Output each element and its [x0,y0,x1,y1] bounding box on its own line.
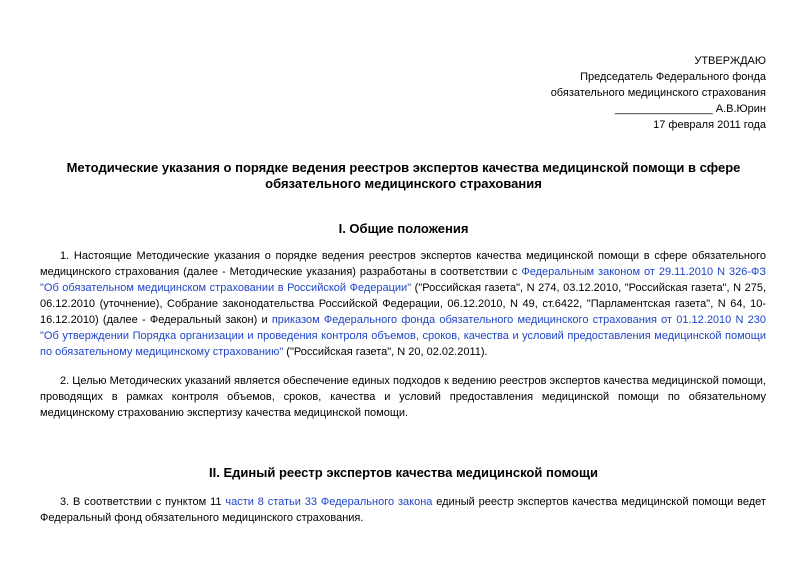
approval-position-line2: обязательного медицинского страхования [550,87,766,99]
approval-signature: ________________ А.В.Юрин [614,103,766,115]
paragraph-3-text-b: единый реестр экспертов качества медицинской помощи ведет Федеральный фонд обязательного медицинского страхования. [40,496,766,524]
article-33-link[interactable]: части 8 статьи 33 Федерального закона [225,496,433,508]
federal-law-326-link[interactable]: Федеральным законом от 29.11.2010 N 326-ФЗ "Об обязательном медицинском страховании в Российской Федерации" [40,266,766,294]
document-title: Методические указания о порядке ведения реестров экспертов качества медицинской помощи в сфере обязательного медицинского страхования [66,160,741,191]
section-2-heading: II. Единый реестр экспертов качества медицинской помощи [209,465,598,480]
paragraph-1-text-c: ("Российская газета", N 20, 02.02.2011). [283,346,488,358]
paragraph-1 [40,248,766,360]
paragraph-3-text-a: 3. В соответствии с пунктом 11 [60,496,226,508]
paragraph-3 [40,494,766,526]
section-1-heading: I. Общие положения [338,221,469,236]
approval-block [551,53,766,133]
paragraph-1-text-a: 1. Настоящие Методические указания о порядке ведения реестров экспертов качества медицинской помощи в сфере обязательного медицинского страхования (далее - Методические указания) разработаны в соответствии с [40,250,766,278]
approval-heading: УТВЕРЖДАЮ [694,55,766,67]
approval-position-line1: Председатель Федерального фонда [580,71,766,83]
order-230-link[interactable]: приказом Федерального фонда обязательного медицинского страхования от 01.12.2010 N 230 "Об утверждении Порядка организации и проведения контроля объемов, сроков, качества и условий предоставления медицинской помощи по обязательному медицинскому страхованию" [40,314,766,358]
paragraph-2: 2. Целью Методических указаний является обеспечение единых подходов к ведению реестров экспертов качества медицинской помощи, проводящих в рамках контроля объемов, сроков, качества и условий предоставления медицинской помощи по обязательному медицинскому страхованию экспертизу качества медицинской помощи. [40,375,766,419]
paragraph-1-text-b: ("Российская газета", N 274, 03.12.2010, "Российская газета", N 275, 06.12.2010 (уточнение), Собрание законодательства Российской Федерации, 06.12.2010, N 49, ст.6422, "Парламентская газета", N 64, 10-16.12.2010) (далее - Федеральный закон) и [40,282,766,326]
approval-date: 17 февраля 2011 года [653,119,766,131]
